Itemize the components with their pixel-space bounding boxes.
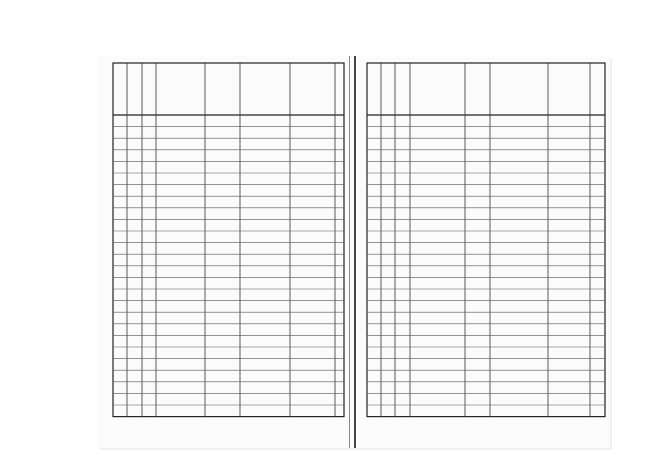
- left-table: [113, 63, 344, 417]
- table-frame: [367, 63, 605, 417]
- right-table: [367, 63, 605, 417]
- table-frame: [113, 63, 344, 417]
